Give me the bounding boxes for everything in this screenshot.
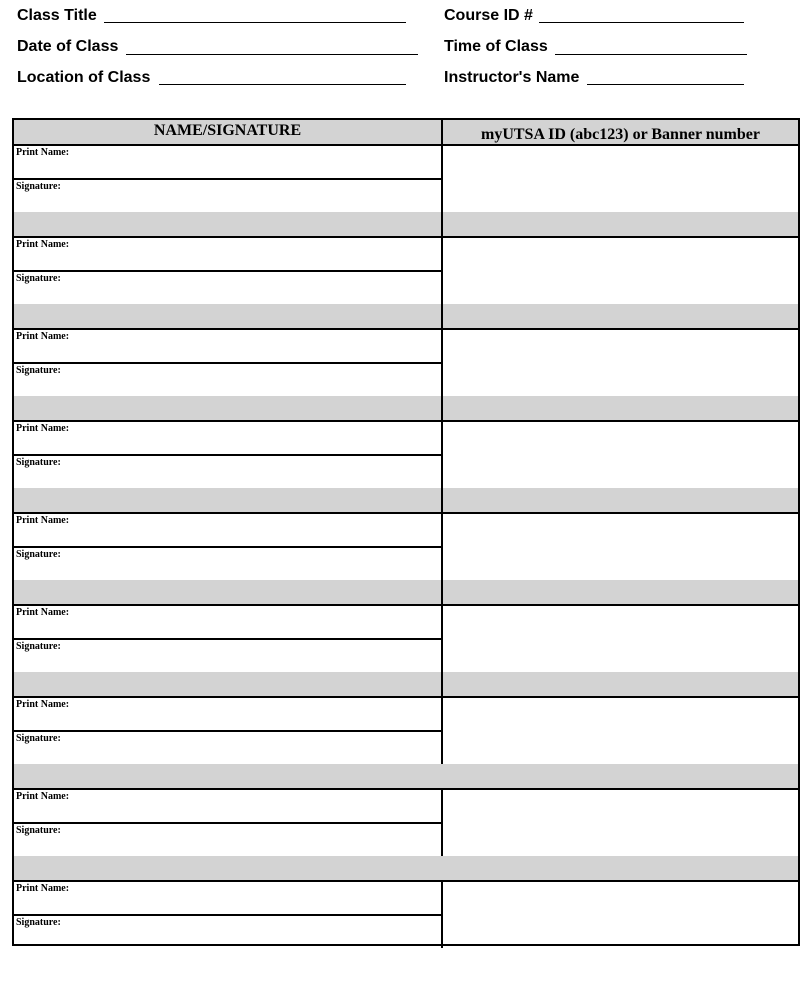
column-divider (441, 880, 443, 948)
row-divider (14, 362, 441, 364)
print-name-label: Print Name: (16, 515, 70, 526)
column-divider (441, 604, 443, 672)
separator-band (14, 856, 798, 880)
signature-label: Signature: (16, 181, 61, 192)
row-divider (14, 914, 441, 916)
print-name-field[interactable] (16, 896, 439, 912)
time-label: Time of Class (444, 38, 548, 55)
column-divider (441, 304, 443, 328)
column-divider (441, 488, 443, 512)
id-field[interactable] (445, 608, 794, 668)
sign-in-table (12, 118, 800, 946)
signature-field[interactable] (16, 194, 439, 210)
column-divider (441, 396, 443, 420)
row-divider (14, 454, 441, 456)
column-divider (441, 580, 443, 604)
signature-label: Signature: (16, 641, 61, 652)
signature-label: Signature: (16, 917, 61, 928)
row-divider (14, 546, 441, 548)
print-name-field[interactable] (16, 436, 439, 452)
print-name-field[interactable] (16, 160, 439, 176)
id-field[interactable] (445, 516, 794, 576)
separator-band (443, 304, 798, 328)
signature-field[interactable] (16, 470, 439, 486)
signature-label: Signature: (16, 733, 61, 744)
column-divider (441, 696, 443, 764)
row-divider (14, 328, 798, 330)
row-divider (14, 420, 798, 422)
row-divider (14, 788, 798, 790)
separator-band (443, 672, 798, 696)
signature-field[interactable] (16, 838, 439, 854)
row-divider (14, 730, 441, 732)
signature-field[interactable] (16, 562, 439, 578)
separator-band (14, 764, 798, 788)
signature-field[interactable] (16, 930, 439, 946)
signature-label: Signature: (16, 457, 61, 468)
id-field[interactable] (445, 424, 794, 484)
id-field[interactable] (445, 332, 794, 392)
print-name-label: Print Name: (16, 239, 70, 250)
separator-band (443, 212, 798, 236)
signature-label: Signature: (16, 273, 61, 284)
print-name-field[interactable] (16, 712, 439, 728)
name-signature-header: NAME/SIGNATURE (153, 122, 302, 139)
row-divider (14, 604, 798, 606)
signature-field[interactable] (16, 378, 439, 394)
instructor-field[interactable] (587, 84, 744, 85)
row-divider (14, 880, 798, 882)
id-field[interactable] (445, 148, 794, 208)
course-id-field[interactable] (539, 22, 744, 23)
signature-field[interactable] (16, 746, 439, 762)
print-name-field[interactable] (16, 344, 439, 360)
print-name-field[interactable] (16, 620, 439, 636)
separator-band (443, 488, 798, 512)
separator-band (14, 212, 441, 236)
location-field[interactable] (159, 84, 406, 85)
column-divider (441, 144, 443, 212)
signature-field[interactable] (16, 654, 439, 670)
column-divider (441, 788, 443, 856)
id-field[interactable] (445, 700, 794, 760)
signature-label: Signature: (16, 365, 61, 376)
column-divider (441, 236, 443, 304)
class-title-field[interactable] (104, 22, 406, 23)
column-divider (441, 420, 443, 488)
course-id-label: Course ID # (444, 7, 533, 24)
location-label: Location of Class (17, 69, 151, 86)
print-name-field[interactable] (16, 252, 439, 268)
column-divider (441, 212, 443, 236)
print-name-label: Print Name: (16, 147, 70, 158)
id-header: myUTSA ID (abc123) or Banner number (481, 126, 760, 143)
separator-band (14, 396, 441, 420)
time-field[interactable] (555, 54, 747, 55)
row-divider (14, 512, 798, 514)
print-name-field[interactable] (16, 528, 439, 544)
row-divider (14, 270, 441, 272)
id-field[interactable] (445, 240, 794, 300)
row-divider (14, 638, 441, 640)
column-divider (441, 328, 443, 396)
signature-field[interactable] (16, 286, 439, 302)
separator-band (443, 580, 798, 604)
row-divider (14, 696, 798, 698)
print-name-label: Print Name: (16, 699, 70, 710)
instructor-label: Instructor's Name (444, 69, 580, 86)
signature-label: Signature: (16, 825, 61, 836)
id-field[interactable] (445, 884, 794, 944)
print-name-field[interactable] (16, 804, 439, 820)
row-divider (14, 236, 798, 238)
separator-band (14, 672, 441, 696)
date-field[interactable] (126, 54, 418, 55)
row-divider (14, 178, 441, 180)
separator-band (14, 304, 441, 328)
column-divider (441, 512, 443, 580)
separator-band (14, 580, 441, 604)
print-name-label: Print Name: (16, 331, 70, 342)
row-divider (14, 822, 441, 824)
id-field[interactable] (445, 792, 794, 852)
column-divider (441, 672, 443, 696)
date-label: Date of Class (17, 38, 119, 55)
signature-label: Signature: (16, 549, 61, 560)
separator-band (443, 396, 798, 420)
print-name-label: Print Name: (16, 791, 70, 802)
separator-band (14, 488, 441, 512)
row-divider (14, 144, 798, 146)
print-name-label: Print Name: (16, 423, 70, 434)
print-name-label: Print Name: (16, 607, 70, 618)
class-title-label: Class Title (17, 7, 97, 24)
print-name-label: Print Name: (16, 883, 70, 894)
